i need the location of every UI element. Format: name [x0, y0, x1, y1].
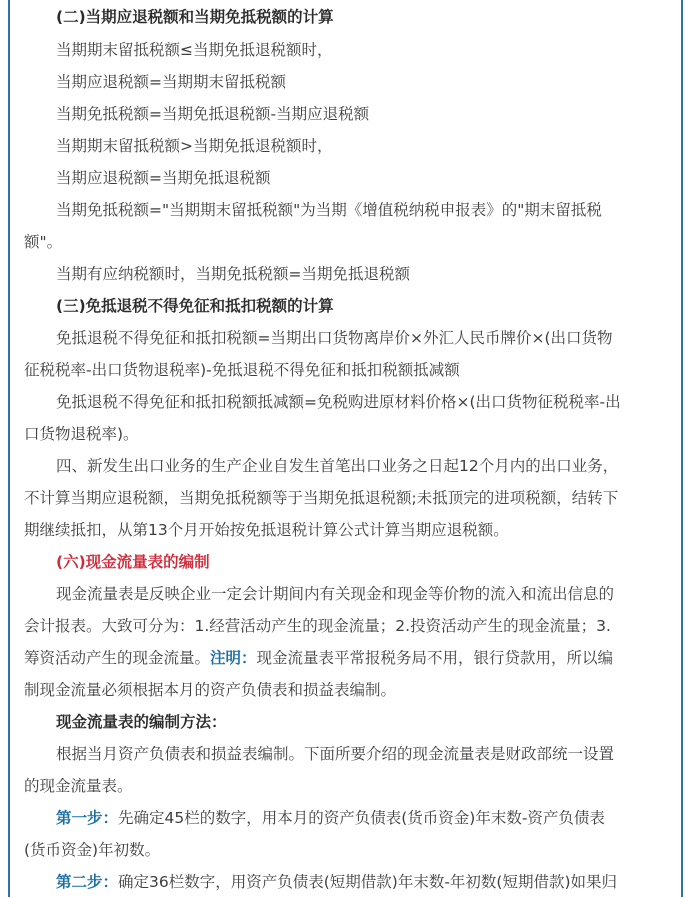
section-heading-3: (三)免抵退税不得免征和抵扣税额的计算 — [56, 297, 334, 315]
paragraph-line: 当期期末留抵税额≤当期免抵退税额时， — [56, 41, 333, 59]
paragraph-line: 当期应退税额=当期期末留抵税额 — [56, 73, 286, 91]
note-label: 注明： — [210, 649, 257, 667]
step-2-text: 确定36栏数字，用资产负债表(短期借款)年末数-年初数(短期借款)如果归 — [118, 873, 618, 891]
paragraph-line: 免抵退税不得免征和抵扣税额抵减额=免税购进原材料价格×(出口货物征税税率-出 — [56, 393, 621, 411]
paragraph-text: 筹资活动产生的现金流量。 — [24, 649, 211, 667]
paragraph-line: 不计算当期应退税额，当期免抵税额等于当期免抵退税额;未抵顶完的进项税额，结转下 — [24, 489, 619, 507]
paragraph-line: 当期免抵税额=当期免抵退税额-当期应退税额 — [56, 105, 370, 123]
paragraph-line-with-note — [24, 642, 664, 674]
step-1-line — [24, 802, 664, 834]
article-content — [24, 0, 664, 898]
paragraph-line: 会计报表。大致可分为：1.经营活动产生的现金流量；2.投资活动产生的现金流量；3. — [24, 617, 611, 635]
section-heading-6: (六)现金流量表的编制 — [56, 553, 210, 571]
paragraph-line: 免抵退税不得免征和抵扣税额=当期出口货物离岸价×外汇人民币牌价×(出口货物 — [56, 329, 613, 347]
paragraph-line: 当期期末留抵税额>当期免抵退税额时， — [56, 137, 333, 155]
paragraph-line: (货币资金)年初数。 — [24, 841, 161, 859]
step-2-label: 第二步： — [56, 873, 119, 891]
paragraph-line: 当期应退税额=当期免抵退税额 — [56, 169, 271, 187]
paragraph-line: 当期免抵税额="当期期末留抵税额"为当期《增值税纳税申报表》的"期末留抵税 — [56, 201, 602, 219]
section-heading-2: (二)当期应退税额和当期免抵税额的计算 — [56, 8, 334, 26]
left-border — [8, 0, 10, 897]
paragraph-line: 当期有应纳税额时，当期免抵税额=当期免抵退税额 — [56, 265, 410, 283]
paragraph-line: 根据当月资产负债表和损益表编制。下面所要介绍的现金流量表是财政部统一设置 — [56, 745, 615, 763]
paragraph-line: 制现金流量必须根据本月的资产负债表和损益表编制。 — [24, 681, 397, 699]
paragraph-line: 现金流量表是反映企业一定会计期间内有关现金和现金等价物的流入和流出信息的 — [56, 585, 615, 603]
paragraph-line: 额"。 — [24, 233, 63, 251]
paragraph-line: 口货物退税率)。 — [24, 425, 139, 443]
step-1-text: 先确定45栏的数字，用本月的资产负债表(货币资金)年末数-资产负债表 — [118, 809, 605, 827]
paragraph-line: 征税税率-出口货物退税率)-免抵退税不得免征和抵扣税额抵减额 — [24, 361, 460, 379]
step-1-label: 第一步： — [56, 809, 119, 827]
paragraph-line: 的现金流量表。 — [24, 777, 133, 795]
right-border — [681, 0, 683, 897]
step-2-line — [24, 866, 664, 898]
method-heading: 现金流量表的编制方法： — [56, 713, 227, 731]
paragraph-line: 四、新发生出口业务的生产企业自发生首笔出口业务之日起12个月内的出口业务， — [56, 457, 619, 475]
paragraph-text: 现金流量表平常报税务局不用，银行贷款用，所以编 — [256, 649, 614, 667]
paragraph-line: 期继续抵扣，从第13个月开始按免抵退税计算公式计算当期应退税额。 — [24, 521, 509, 539]
